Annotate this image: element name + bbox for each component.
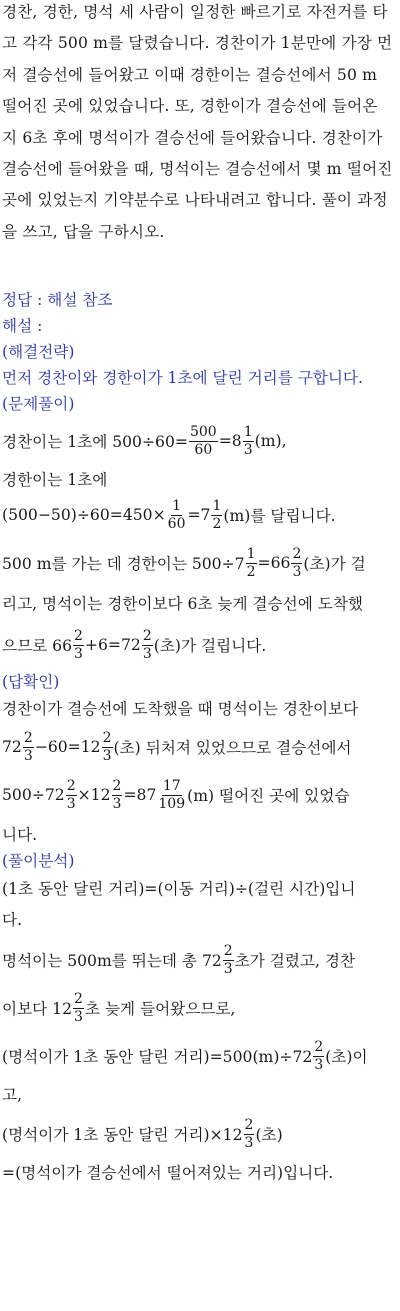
fraction: $\frac{1}{2}$ bbox=[246, 545, 256, 580]
fraction: 1 2 bbox=[212, 497, 222, 532]
fraction: 2 3 bbox=[244, 1116, 254, 1151]
expr-text: (초) bbox=[255, 1126, 283, 1145]
expr-text: (m) 떨어진 곳에 있었습 bbox=[187, 787, 350, 806]
analysis-line-2: 다. bbox=[2, 911, 23, 930]
fraction: 2 3 bbox=[23, 729, 33, 764]
strategy-text: 먼저 경찬이와 경한이가 1초에 달린 거리를 구합니다. bbox=[2, 369, 363, 388]
solution-line-6 bbox=[2, 621, 396, 669]
fraction: 2 3 bbox=[314, 1038, 324, 1073]
fraction: $\frac{500}{60}$ bbox=[189, 423, 217, 458]
expr-text: (초)가 걸립니다. bbox=[153, 637, 267, 656]
fraction: 1 3 bbox=[243, 423, 253, 458]
analysis-line-8: =(명석이가 결승선에서 떨어져있는 거리)입니다. bbox=[2, 1164, 334, 1183]
expr-text: =8 bbox=[218, 432, 242, 451]
check-line-4: 니다. bbox=[2, 826, 38, 845]
expr-text: +6=72 bbox=[84, 636, 141, 655]
expr-text: =66 bbox=[257, 554, 291, 573]
solution-line-1 bbox=[2, 417, 396, 465]
expr-text: (m), bbox=[254, 432, 287, 451]
check-heading: (답확인) bbox=[2, 673, 60, 692]
solution-line-4 bbox=[2, 539, 396, 587]
expr-text: (초)이 bbox=[325, 1048, 368, 1067]
expr-text: (초)가 걸 bbox=[303, 555, 366, 574]
analysis-line-5 bbox=[2, 1032, 396, 1080]
check-line-3 bbox=[2, 771, 396, 819]
expr-text: 경찬이는 1초에 500÷60= bbox=[2, 433, 188, 452]
fraction: 2 3 bbox=[102, 729, 112, 764]
expr-text: (명석이가 1초 동안 달린 거리)×12 bbox=[2, 1126, 243, 1145]
expr-text: 초 늦게 들어왔으므로, bbox=[84, 1000, 236, 1019]
fraction: 2 3 bbox=[142, 627, 152, 662]
expr-text: 명석이는 500m를 뛰는데 총 72 bbox=[2, 952, 222, 971]
fraction: 17 109 bbox=[158, 777, 186, 812]
solution-line-5: 리고, 명석이는 경한이보다 6초 늦게 결승선에 도착했 bbox=[2, 595, 363, 614]
fraction: 2 3 bbox=[74, 990, 83, 1025]
fraction: 2 3 bbox=[292, 545, 302, 580]
analysis-line-3 bbox=[2, 936, 396, 984]
expr-text: =7 bbox=[187, 506, 211, 525]
analysis-line-7 bbox=[2, 1110, 396, 1158]
expr-text: (500−50)÷60=450× bbox=[2, 506, 166, 525]
fraction: $\frac{1}{60}$ bbox=[167, 497, 186, 532]
fraction: $\frac{2}{3}$ bbox=[112, 777, 122, 812]
solution-line-2: 경한이는 1초에 bbox=[2, 471, 108, 490]
solution-line-3 bbox=[2, 491, 396, 539]
expr-text: 으므로 66 bbox=[2, 637, 72, 656]
fraction: $\frac{2}{3}$ bbox=[66, 777, 76, 812]
expr-text: (m)를 달립니다. bbox=[223, 507, 336, 526]
analysis-line-1: (1초 동안 달린 거리)=(이동 거리)÷(걸린 시간)입니 bbox=[2, 880, 356, 899]
strategy-heading: (해결전략) bbox=[2, 343, 75, 362]
solution-heading: (문제풀이) bbox=[2, 395, 75, 414]
expr-text: 72 bbox=[2, 738, 22, 757]
fraction: 2 3 bbox=[74, 627, 83, 662]
answer-label: 정답 : 해설 참조 bbox=[2, 291, 113, 310]
spacer bbox=[2, 248, 396, 287]
expr-text: ×12 bbox=[77, 786, 111, 805]
question-text: 경찬, 경한, 명석 세 사람이 일정한 빠르기로 자전거를 타고 각각 500 m를 달렸습니다. 경찬이가 1분만에 가장 먼저 결승선에 들어왔고 이때 경한이는 결승선에서 50 m 떨어진 곳에 있었습니다. 또, 경한이가 결승선에 들어온 지 6초 후에 명석이가 결승선에 들어왔습니다. 경찬이가 결승선에 들어왔을 때, 명석이는 결승선에서 몇 m 떨어진 곳에 있었는지 기약분수로 나타내려고 합니다. 풀이 과정을 쓰고, 답을 구하시오. bbox=[2, 3, 393, 241]
expr-text: −60=12 bbox=[34, 738, 101, 757]
check-line-2 bbox=[2, 723, 396, 771]
analysis-line-4 bbox=[2, 984, 396, 1032]
expr-text: (초) 뒤처져 있었으므로 결승선에서 bbox=[113, 739, 352, 758]
expr-text: 이보다 12 bbox=[2, 1000, 72, 1019]
expr-text: =87 bbox=[123, 786, 157, 805]
expr-text: (명석이가 1초 동안 달린 거리)=500(m)÷72 bbox=[2, 1048, 313, 1067]
analysis-heading: (풀이분석) bbox=[2, 852, 75, 871]
check-line-1: 경찬이가 결승선에 도착했을 때 명석이는 경찬이보다 bbox=[2, 700, 359, 719]
explanation-label: 해설 : bbox=[2, 317, 43, 336]
expr-text: 500 m를 가는 데 경한이는 500÷7 bbox=[2, 555, 245, 574]
expr-text: 초가 걸렸고, 경찬 bbox=[234, 952, 356, 971]
analysis-line-6: 고, bbox=[2, 1086, 23, 1105]
expr-text: 500÷72 bbox=[2, 786, 65, 805]
fraction: 2 3 bbox=[223, 942, 233, 977]
